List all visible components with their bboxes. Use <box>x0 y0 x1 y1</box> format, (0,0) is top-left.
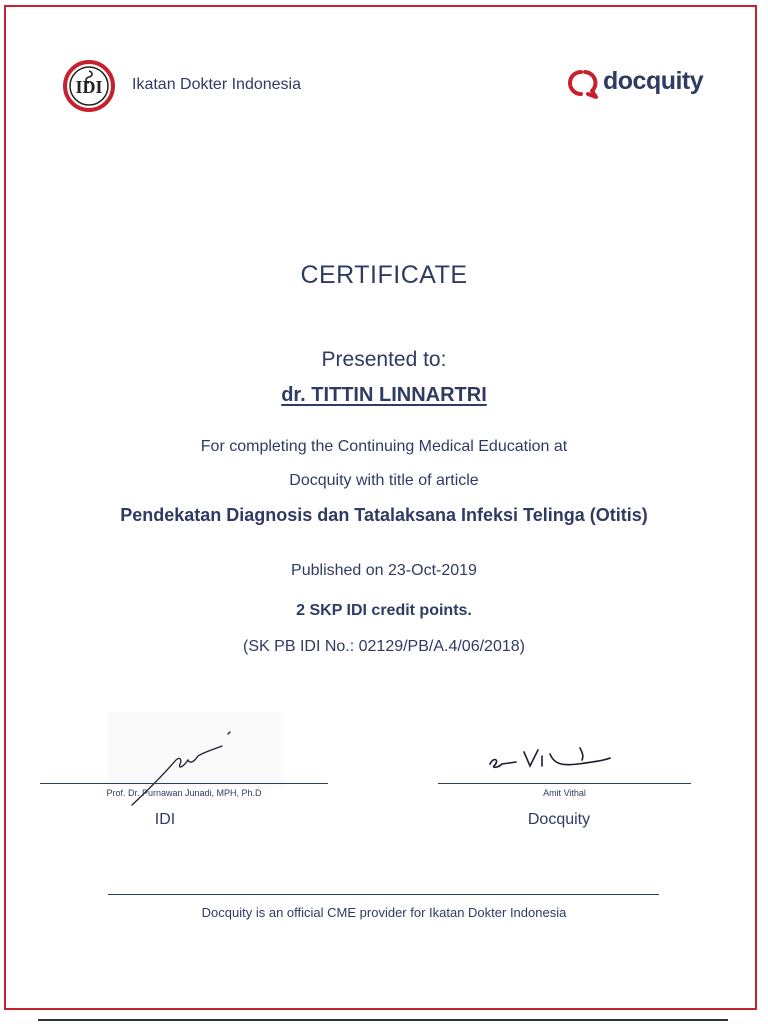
sk-number: (SK PB IDI No.: 02129/PB/A.4/06/2018) <box>243 638 525 655</box>
docquity-logo <box>566 66 716 100</box>
idi-logo-text: IDI <box>75 77 103 97</box>
idi-organization-name: Ikatan Dokter Indonesia <box>132 76 301 93</box>
bottom-rule <box>38 1019 728 1021</box>
completion-text-line-1: For completing the Continuing Medical Education at <box>200 438 568 455</box>
signature-line-left <box>40 783 328 784</box>
signer-org-right: Docquity <box>527 811 591 828</box>
signer-org-left: IDI <box>154 811 176 828</box>
article-title: Pendekatan Diagnosis dan Tatalaksana Infeksi Telinga (Otitis) <box>120 505 648 525</box>
presented-to-label: Presented to: <box>321 348 447 371</box>
signer-name-left: Prof. Dr. Purnawan Junadi, MPH, Ph.D <box>106 788 262 798</box>
signer-name-right: Amit Vithal <box>543 788 586 798</box>
signature-line-right <box>438 783 691 784</box>
docquity-wordmark: docquity <box>603 67 704 95</box>
footer-divider <box>108 894 659 895</box>
idi-logo-icon <box>63 60 115 112</box>
docquity-logo-icon <box>566 66 600 100</box>
recipient-name <box>0 384 768 407</box>
signature-right-icon <box>484 738 614 778</box>
certificate-title: CERTIFICATE <box>300 261 468 289</box>
recipient-name-text: dr. TITTIN LINNARTRI <box>281 384 487 406</box>
footer-text: Docquity is an official CME provider for Ikatan Dokter Indonesia <box>201 905 567 920</box>
credit-points: 2 SKP IDI credit points. <box>296 602 472 619</box>
published-date: Published on 23-Oct-2019 <box>291 562 477 579</box>
completion-text-line-2: Docquity with title of article <box>289 472 479 489</box>
